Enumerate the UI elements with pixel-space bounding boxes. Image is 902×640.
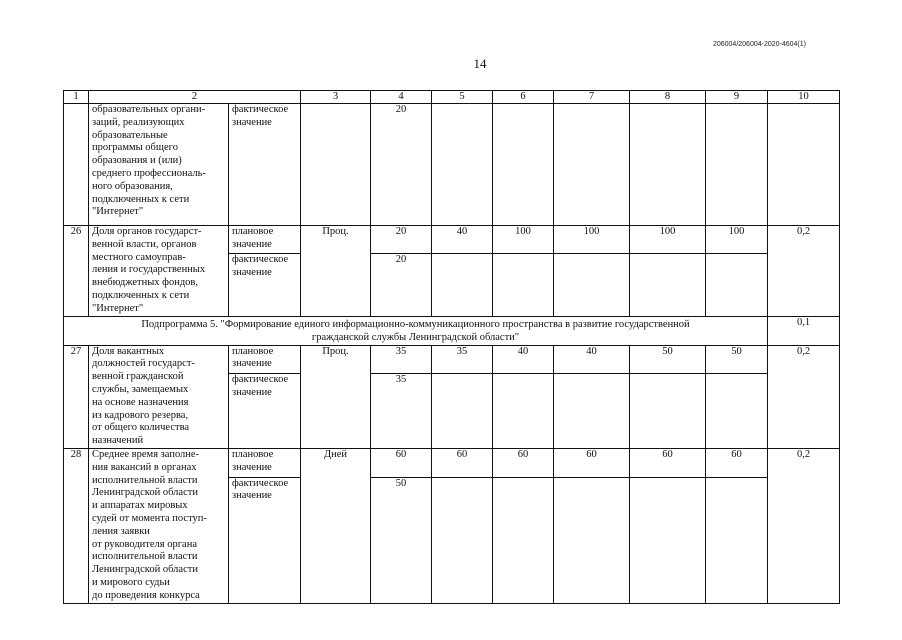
indicator-name: образовательных органи- заций, реализующих образовательные программы общего образования и (или) среднего профессиональ- ного образования, подключенных к сети "Интернет" [89, 104, 229, 226]
col-header-1: 1 [64, 91, 89, 104]
empty-cell [706, 254, 768, 316]
plan-value: 60 [706, 448, 768, 477]
fact-value: 20 [371, 104, 432, 226]
col-header-4: 4 [371, 91, 432, 104]
empty-cell [630, 104, 706, 226]
value-type-fact: фактическое значение [229, 477, 301, 603]
subprogram-title [64, 316, 768, 345]
weight-value: 0,2 [768, 448, 840, 603]
plan-value: 100 [554, 226, 630, 254]
indicators-table [63, 90, 840, 604]
plan-value: 60 [371, 448, 432, 477]
plan-value: 40 [493, 345, 554, 373]
plan-value: 40 [432, 226, 493, 254]
indicator-name: Доля вакантных должностей государст- венной гражданской службы, замещаемых на основе назначения из кадрового резерва, от общего количества назначений [89, 345, 229, 448]
empty-cell [493, 477, 554, 603]
empty-cell [432, 477, 493, 603]
empty-cell [493, 374, 554, 449]
empty-cell [706, 104, 768, 226]
fact-value: 20 [371, 254, 432, 316]
subprogram-title-line: гражданской службы Ленинградской области" [311, 331, 520, 343]
weight-value: 0,2 [768, 345, 840, 448]
table-row [64, 345, 840, 373]
plan-value: 100 [493, 226, 554, 254]
subprogram-title-line: Подпрограмма 5. "Формирование единого информационно-коммуникационного пространства в развитие государственной [141, 318, 690, 330]
table-row [64, 448, 840, 477]
plan-value: 35 [432, 345, 493, 373]
col-header-9: 9 [706, 91, 768, 104]
empty-cell [630, 254, 706, 316]
page-number: 14 [473, 56, 487, 71]
empty-cell [432, 374, 493, 449]
value-type-fact: фактическое значение [229, 374, 301, 449]
col-header-5: 5 [432, 91, 493, 104]
col-header-2: 2 [89, 91, 301, 104]
indicator-name: Доля органов государст- венной власти, органов местного самоуправ- ления и государственных внебюджетных фондов, подключенных к сети "Интернет" [89, 226, 229, 317]
empty-cell [706, 374, 768, 449]
plan-value: 50 [630, 345, 706, 373]
plan-value: 20 [371, 226, 432, 254]
fact-value: 50 [371, 477, 432, 603]
unit-cell: Дней [301, 448, 371, 603]
empty-cell [493, 254, 554, 316]
row-number: 27 [64, 345, 89, 448]
col-header-7: 7 [554, 91, 630, 104]
empty-cell [554, 374, 630, 449]
empty-cell [432, 254, 493, 316]
empty-cell [554, 477, 630, 603]
empty-cell [432, 104, 493, 226]
row-number [64, 104, 89, 226]
plan-value: 60 [630, 448, 706, 477]
col-header-10: 10 [768, 91, 840, 104]
plan-value: 60 [493, 448, 554, 477]
empty-cell [630, 374, 706, 449]
col-header-8: 8 [630, 91, 706, 104]
empty-cell [554, 254, 630, 316]
weight-value: 0,2 [768, 226, 840, 317]
plan-value: 35 [371, 345, 432, 373]
empty-cell [630, 477, 706, 603]
plan-value: 100 [630, 226, 706, 254]
empty-cell [706, 477, 768, 603]
indicator-name: Среднее время заполне- ния вакансий в органах исполнительной власти Ленинградской области и аппаратах мировых судей от момента поступ- ления заявки от руководителя органа исполнительной власти Ленинградской области и мирового судьи до проведения конкурса [89, 448, 229, 603]
header-row [64, 91, 840, 104]
value-type-plan: плановое значение [229, 226, 301, 254]
document-id: 206004/206004-2020-4604(1) [712, 41, 806, 48]
value-type-plan: плановое значение [229, 448, 301, 477]
empty-cell [493, 104, 554, 226]
unit-cell: Проц. [301, 226, 371, 317]
plan-value: 40 [554, 345, 630, 373]
col-header-6: 6 [493, 91, 554, 104]
plan-value: 60 [554, 448, 630, 477]
row-number: 26 [64, 226, 89, 317]
row-number: 28 [64, 448, 89, 603]
value-type-fact: фактическое значение [229, 104, 301, 226]
col-header-3: 3 [301, 91, 371, 104]
value-type-plan: плановое значение [229, 345, 301, 373]
unit-cell: Проц. [301, 345, 371, 448]
table-row [64, 226, 840, 254]
value-type-fact: фактическое значение [229, 254, 301, 316]
fact-value: 35 [371, 374, 432, 449]
plan-value: 60 [432, 448, 493, 477]
plan-value: 50 [706, 345, 768, 373]
subprogram-row [64, 316, 840, 345]
table-row [64, 104, 840, 226]
unit-cell [301, 104, 371, 226]
plan-value: 100 [706, 226, 768, 254]
empty-cell [554, 104, 630, 226]
empty-cell [768, 104, 840, 226]
weight-value: 0,1 [768, 316, 840, 345]
